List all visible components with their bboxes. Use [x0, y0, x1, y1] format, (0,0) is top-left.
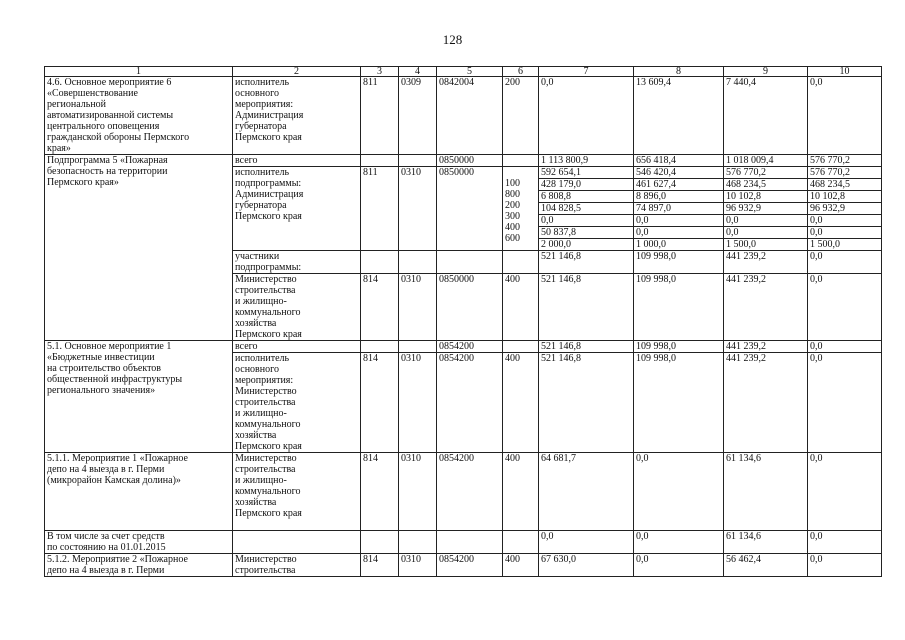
executor-cell — [233, 554, 361, 577]
table-row — [45, 155, 882, 167]
text-line: (микрорайон Камская долина)» — [47, 475, 181, 486]
value: 96 932,9 — [808, 202, 881, 214]
value-col8: 656 418,4 — [634, 155, 724, 167]
executor-cell — [233, 531, 361, 554]
text-line: 5.1.2. Мероприятие 2 «Пожарное — [47, 554, 188, 565]
executor-cell — [233, 274, 361, 341]
text-line: губернатора — [235, 121, 287, 132]
expense-type — [505, 167, 536, 178]
text-line: Пермского края — [235, 441, 302, 452]
value: 1 500,0 — [808, 238, 881, 250]
target-code: 0850000 — [437, 274, 503, 341]
value-col7: 0,0 — [539, 77, 634, 155]
expense-type: 200 — [503, 77, 539, 155]
value: 10 102,8 — [724, 190, 807, 202]
text-line: Администрация — [235, 110, 304, 121]
section-code — [399, 341, 437, 353]
value: 576 770,2 — [810, 167, 850, 178]
table-row — [45, 531, 882, 554]
text-line: центрального оповещения — [47, 121, 160, 132]
expense-type: 300 — [505, 211, 520, 222]
col-header-10: 10 — [808, 67, 882, 77]
value-col10: 0,0 — [808, 274, 882, 341]
executor-cell — [233, 453, 361, 531]
value-col8: 13 609,4 — [634, 77, 724, 155]
text-line: Пермского края — [235, 329, 302, 340]
value: 104 828,5 — [539, 202, 633, 214]
col-header-4: 4 — [399, 67, 437, 77]
value-col7: 64 681,7 — [539, 453, 634, 531]
text-line: депо на 4 выезда в г. Перми — [47, 464, 165, 475]
expense-type: 100 — [505, 178, 520, 189]
text-line: хозяйства — [235, 497, 277, 508]
value: 428 179,0 — [539, 178, 633, 190]
target-code: 0854200 — [437, 353, 503, 453]
target-code: 0842004 — [437, 77, 503, 155]
text-line: депо на 4 выезда в г. Перми — [47, 565, 165, 576]
value: 74 897,0 — [634, 202, 723, 214]
section-code: 0310 — [399, 554, 437, 577]
value-col9: 61 134,6 — [724, 453, 808, 531]
value: 96 932,9 — [724, 202, 807, 214]
value-col8: 109 998,0 — [634, 274, 724, 341]
text-line: Министерство — [235, 554, 297, 565]
value-col7: 521 146,8 — [539, 251, 634, 274]
text-line: и жилищно- — [235, 408, 287, 419]
text-line: В том числе за счет средств — [47, 531, 165, 542]
value-list-col9 — [724, 167, 808, 251]
value-col10: 0,0 — [808, 554, 882, 577]
executor-cell — [233, 353, 361, 453]
text-line: автоматизированной системы — [47, 110, 174, 121]
text-line: основного — [235, 364, 279, 375]
header-row — [45, 67, 882, 77]
row-title — [45, 531, 233, 554]
text-line: строительства — [235, 565, 296, 576]
value: 6 808,8 — [539, 190, 633, 202]
value: 8 896,0 — [634, 190, 723, 202]
text-line: на строительство объектов — [47, 363, 162, 374]
text-line: строительства — [235, 285, 296, 296]
value: 0,0 — [808, 214, 881, 226]
text-line: Подпрограмма 5 «Пожарная — [47, 155, 168, 166]
expense-type — [503, 155, 539, 167]
section-code — [399, 155, 437, 167]
value: 546 420,4 — [636, 167, 676, 178]
participants-label — [233, 251, 361, 274]
text-line: мероприятия: — [235, 99, 294, 110]
section-code — [399, 251, 437, 274]
text-line: и жилищно- — [235, 296, 287, 307]
row-title — [45, 453, 233, 531]
value-col7: 521 146,8 — [539, 274, 634, 341]
text-line: коммунального — [235, 419, 301, 430]
value-col9: 56 462,4 — [724, 554, 808, 577]
value-col7: 521 146,8 — [539, 353, 634, 453]
value-col9: 7 440,4 — [724, 77, 808, 155]
budget-table — [44, 66, 882, 577]
value: 1 500,0 — [724, 238, 807, 250]
text-line: «Совершенствование — [47, 88, 138, 99]
col-header-7: 7 — [539, 67, 634, 77]
text-line: исполнитель — [235, 167, 290, 178]
value-col9: 61 134,6 — [724, 531, 808, 554]
expense-type: 400 — [503, 274, 539, 341]
text-line: Пермского края — [235, 132, 302, 143]
text-line: гражданской обороны Пермского — [47, 132, 190, 143]
value-col9: 441 239,2 — [724, 353, 808, 453]
value-col8: 0,0 — [634, 531, 724, 554]
value-col10: 576 770,2 — [808, 155, 882, 167]
value-col7: 0,0 — [539, 531, 634, 554]
value: 592 654,1 — [541, 167, 581, 178]
col-header-2: 2 — [233, 67, 361, 77]
value-col7: 1 113 800,9 — [539, 155, 634, 167]
executor-cell — [233, 167, 361, 251]
text-line: подпрограммы: — [235, 262, 302, 273]
expense-type: 600 — [505, 233, 520, 244]
admin-code: 814 — [361, 554, 399, 577]
text-line: 5.1. Основное мероприятие 1 — [47, 341, 172, 352]
row-title — [45, 77, 233, 155]
text-line: и жилищно- — [235, 475, 287, 486]
admin-code: 814 — [361, 453, 399, 531]
page-number: 128 — [442, 32, 463, 47]
expense-type: 400 — [503, 554, 539, 577]
value-col10: 0,0 — [808, 353, 882, 453]
section-code: 0310 — [399, 167, 437, 251]
col-header-6: 6 — [503, 67, 539, 77]
total-label: всего — [233, 341, 361, 353]
text-line: 4.6. Основное мероприятие 6 — [47, 77, 172, 88]
target-code: 0850000 — [437, 167, 503, 251]
text-line: 5.1.1. Мероприятие 1 «Пожарное — [47, 453, 188, 464]
value-col7: 521 146,8 — [539, 341, 634, 353]
expense-type: 400 — [503, 453, 539, 531]
section-code: 0310 — [399, 274, 437, 341]
target-code: 0854200 — [437, 341, 503, 353]
text-line: исполнитель — [235, 353, 290, 364]
total-label: всего — [233, 155, 361, 167]
value-col10: 0,0 — [808, 77, 882, 155]
value: 50 837,8 — [539, 226, 633, 238]
value: 1 000,0 — [634, 238, 723, 250]
expense-type: 800 — [505, 189, 520, 200]
admin-code — [361, 531, 399, 554]
text-line: безопасность на территории — [47, 166, 168, 177]
col-header-3: 3 — [361, 67, 399, 77]
value: 461 627,4 — [634, 178, 723, 190]
executor-cell — [233, 77, 361, 155]
value: 0,0 — [634, 214, 723, 226]
value-list-col10 — [808, 167, 882, 251]
value: 0,0 — [539, 214, 633, 226]
text-line: края» — [47, 143, 71, 154]
admin-code: 811 — [361, 167, 399, 251]
text-line: основного — [235, 88, 279, 99]
section-code: 0310 — [399, 453, 437, 531]
col-header-5: 5 — [437, 67, 503, 77]
admin-code — [361, 251, 399, 274]
text-line: коммунального — [235, 307, 301, 318]
text-line: общественной инфраструктуры — [47, 374, 183, 385]
value: 10 102,8 — [808, 190, 881, 202]
text-line: «Бюджетные инвестиции — [47, 352, 155, 363]
expense-type: 400 — [503, 353, 539, 453]
value-col9: 441 239,2 — [724, 274, 808, 341]
target-code — [437, 531, 503, 554]
text-line: по состоянию на 01.01.2015 — [47, 542, 166, 553]
value: 0,0 — [724, 226, 807, 238]
value: 576 770,2 — [726, 167, 766, 178]
target-code — [437, 251, 503, 274]
value-col8: 109 998,0 — [634, 353, 724, 453]
value-col7: 67 630,0 — [539, 554, 634, 577]
text-line: строительства — [235, 397, 296, 408]
target-code: 0854200 — [437, 554, 503, 577]
value-col9: 441 239,2 — [724, 251, 808, 274]
admin-code: 814 — [361, 353, 399, 453]
value: 2 000,0 — [539, 238, 633, 250]
value: 468 234,5 — [724, 178, 807, 190]
text-line: участники — [235, 251, 280, 262]
expense-type — [503, 251, 539, 274]
value: 0,0 — [808, 226, 881, 238]
value-list-col7 — [539, 167, 634, 251]
text-line: Пермского края — [235, 211, 302, 222]
value: 0,0 — [634, 226, 723, 238]
text-line: регионального значения» — [47, 385, 156, 396]
admin-code — [361, 155, 399, 167]
value-col10: 0,0 — [808, 341, 882, 353]
target-code: 0854200 — [437, 453, 503, 531]
col-header-1: 1 — [45, 67, 233, 77]
section-code: 0310 — [399, 353, 437, 453]
row-title — [45, 341, 233, 453]
value-col9: 1 018 009,4 — [724, 155, 808, 167]
text-line: Администрация — [235, 189, 304, 200]
col-header-9: 9 — [724, 67, 808, 77]
section-code — [399, 531, 437, 554]
text-line: Министерство — [235, 453, 297, 464]
text-line: исполнитель — [235, 77, 290, 88]
target-code: 0850000 — [437, 155, 503, 167]
text-line: мероприятия: — [235, 375, 294, 386]
expense-type: 400 — [505, 222, 520, 233]
text-line: Министерство — [235, 386, 297, 397]
text-line: Министерство — [235, 274, 297, 285]
value: 468 234,5 — [808, 178, 881, 190]
value-col10: 0,0 — [808, 453, 882, 531]
admin-code — [361, 341, 399, 353]
admin-code: 811 — [361, 77, 399, 155]
table-row — [45, 77, 882, 155]
expense-type-list — [503, 167, 539, 251]
value-col8: 109 998,0 — [634, 251, 724, 274]
text-line: региональной — [47, 99, 107, 110]
value-col10: 0,0 — [808, 251, 882, 274]
text-line: коммунального — [235, 486, 301, 497]
table-row — [45, 341, 882, 353]
text-line: подпрограммы: — [235, 178, 302, 189]
expense-type — [503, 531, 539, 554]
admin-code: 814 — [361, 274, 399, 341]
text-line: губернатора — [235, 200, 287, 211]
row-title — [45, 554, 233, 577]
table-row — [45, 453, 882, 531]
value-col10: 0,0 — [808, 531, 882, 554]
value: 0,0 — [724, 214, 807, 226]
value-col8: 0,0 — [634, 554, 724, 577]
text-line: хозяйства — [235, 318, 277, 329]
text-line: хозяйства — [235, 430, 277, 441]
value-list-col8 — [634, 167, 724, 251]
text-line: Пермского края» — [47, 177, 119, 188]
table-row — [45, 554, 882, 577]
section-code: 0309 — [399, 77, 437, 155]
value-col8: 0,0 — [634, 453, 724, 531]
col-header-8: 8 — [634, 67, 724, 77]
text-line: строительства — [235, 464, 296, 475]
expense-type — [503, 341, 539, 353]
subprogram-title — [45, 155, 233, 341]
value-col8: 109 998,0 — [634, 341, 724, 353]
expense-type: 200 — [505, 200, 520, 211]
text-line: Пермского края — [235, 508, 302, 519]
value-col9: 441 239,2 — [724, 341, 808, 353]
